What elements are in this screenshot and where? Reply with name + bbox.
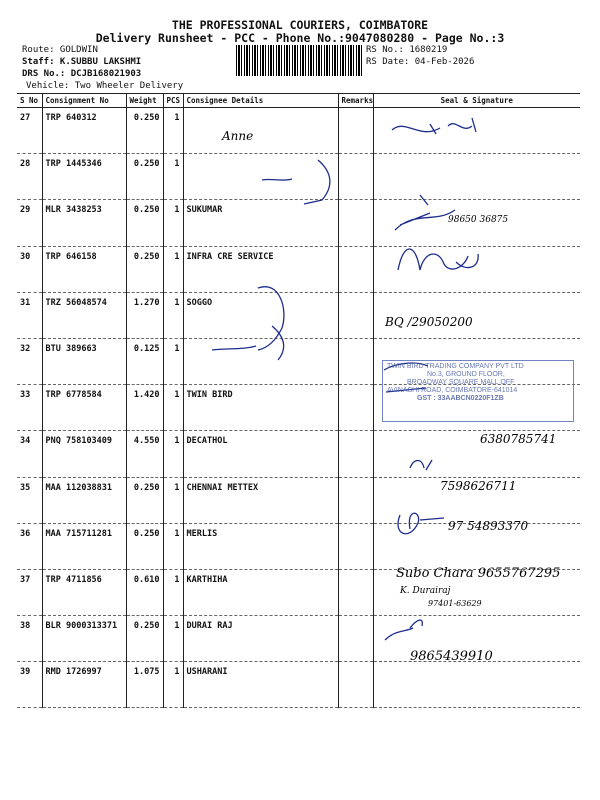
cell-pcs: 1 [163, 154, 183, 200]
cell-remarks [338, 477, 373, 523]
cell-remarks [338, 292, 373, 338]
cell-consignee: DECATHOL [183, 431, 338, 477]
barcode-image [236, 45, 362, 76]
col-sno: S No [17, 94, 42, 108]
cell-remarks [338, 108, 373, 154]
document-title: THE PROFESSIONAL COURIERS, COIMBATORE [171, 18, 429, 32]
handwritten-r27-consignee: Anne [222, 129, 254, 143]
cell-weight: 0.250 [126, 200, 163, 246]
cell-weight: 1.420 [126, 385, 163, 431]
stamp-line3: BROADWAY SQUARE MALL OFF [407, 379, 515, 386]
cell-remarks [338, 200, 373, 246]
cell-consignment: TRZ 56048574 [42, 292, 126, 338]
cell-weight: 0.250 [126, 477, 163, 523]
cell-remarks [338, 616, 373, 662]
col-pcs: PCS [163, 94, 183, 108]
cell-remarks [338, 662, 373, 708]
cell-weight: 0.610 [126, 569, 163, 615]
table-row [17, 523, 580, 569]
cell-pcs: 1 [163, 338, 183, 384]
rs-date: RS Date: 04-Feb-2026 [366, 57, 475, 67]
cell-sno: 27 [17, 108, 42, 154]
document-subtitle: Delivery Runsheet - PCC - Phone No.:9047080280 - Page No.:3 [95, 31, 505, 45]
cell-seal [373, 246, 580, 292]
cell-pcs: 1 [163, 569, 183, 615]
cell-sno: 30 [17, 246, 42, 292]
cell-sno: 29 [17, 200, 42, 246]
cell-consignee: KARTHIHA [183, 569, 338, 615]
handwritten-r30: 98650 36875 [448, 215, 509, 225]
rs-number: RS No.: 1680219 [366, 45, 448, 55]
vehicle-label: Vehicle: Two Wheeler Delivery [26, 81, 184, 91]
cell-consignee: USHARANI [183, 662, 338, 708]
cell-remarks [338, 523, 373, 569]
company-stamp [382, 360, 574, 422]
cell-weight: 1.075 [126, 662, 163, 708]
handwritten-r38-name: K. Durairaj [400, 586, 451, 596]
cell-pcs: 1 [163, 200, 183, 246]
cell-consignment: TRP 4711856 [42, 569, 126, 615]
col-seal: Seal & Signature [373, 94, 580, 108]
table-row [17, 292, 580, 338]
cell-pcs: 1 [163, 431, 183, 477]
cell-consignment: RMD 1726997 [42, 662, 126, 708]
handwritten-r38-phone: 97401-63629 [428, 599, 482, 608]
cell-seal [373, 154, 580, 200]
cell-sno: 37 [17, 569, 42, 615]
cell-seal [373, 431, 580, 477]
cell-pcs: 1 [163, 477, 183, 523]
cell-consignee [183, 154, 338, 200]
cell-weight: 0.250 [126, 616, 163, 662]
route-label: Route: GOLDWIN [22, 45, 98, 55]
cell-consignment: TRP 640312 [42, 108, 126, 154]
table-row [17, 108, 580, 154]
cell-consignment: TRP 1445346 [42, 154, 126, 200]
cell-weight: 0.250 [126, 108, 163, 154]
cell-consignment: MAA 112038831 [42, 477, 126, 523]
cell-remarks [338, 246, 373, 292]
cell-sno: 35 [17, 477, 42, 523]
cell-seal [373, 292, 580, 338]
col-consignee: Consignee Details [183, 94, 338, 108]
cell-consignment: TRP 6778584 [42, 385, 126, 431]
stamp-gst: GST : 33AABCN0220F1ZB [417, 395, 504, 402]
handwritten-r34: 6380785741 [480, 432, 557, 446]
cell-remarks [338, 385, 373, 431]
handwritten-r32: BQ /29050200 [385, 315, 473, 329]
cell-seal [373, 662, 580, 708]
cell-consignee: SUKUMAR [183, 200, 338, 246]
cell-sno: 39 [17, 662, 42, 708]
cell-consignee: DURAI RAJ [183, 616, 338, 662]
cell-seal [373, 616, 580, 662]
cell-sno: 33 [17, 385, 42, 431]
cell-consignment: BTU 389663 [42, 338, 126, 384]
stamp-line4: AVINASHI ROAD, COIMBATORE-641014 [387, 387, 518, 394]
cell-consignment: MAA 715711281 [42, 523, 126, 569]
stamp-line2: No.3, GROUND FLOOR, [427, 371, 505, 378]
cell-consignment: PNQ 758103409 [42, 431, 126, 477]
table-row [17, 246, 580, 292]
cell-seal [373, 200, 580, 246]
cell-sno: 32 [17, 338, 42, 384]
staff-label: Staff: K.SUBBU LAKSHMI [22, 57, 142, 67]
cell-weight: 0.250 [126, 246, 163, 292]
cell-seal [373, 523, 580, 569]
cell-weight: 1.270 [126, 292, 163, 338]
handwritten-r39: 9865439910 [410, 649, 493, 664]
col-consignment: Consignment No [42, 94, 126, 108]
cell-consignment: TRP 646158 [42, 246, 126, 292]
cell-weight: 0.250 [126, 523, 163, 569]
cell-remarks [338, 338, 373, 384]
cell-consignee [183, 338, 338, 384]
cell-pcs: 1 [163, 246, 183, 292]
cell-consignee: CHENNAI METTEX [183, 477, 338, 523]
cell-consignment: MLR 3438253 [42, 200, 126, 246]
cell-consignee: SOGGO [183, 292, 338, 338]
cell-weight: 0.250 [126, 154, 163, 200]
table-row [17, 200, 580, 246]
drs-number: DRS No.: DCJB168021903 [22, 69, 142, 79]
cell-consignment: BLR 9000313371 [42, 616, 126, 662]
cell-pcs: 1 [163, 292, 183, 338]
cell-consignee: MERLIS [183, 523, 338, 569]
cell-sno: 28 [17, 154, 42, 200]
cell-sno: 38 [17, 616, 42, 662]
cell-remarks [338, 431, 373, 477]
cell-weight: 4.550 [126, 431, 163, 477]
cell-consignee: INFRA CRE SERVICE [183, 246, 338, 292]
cell-pcs: 1 [163, 523, 183, 569]
cell-consignee: TWIN BIRD [183, 385, 338, 431]
cell-consignee [183, 108, 338, 154]
table-row [17, 662, 580, 708]
table-row [17, 431, 580, 477]
cell-pcs: 1 [163, 385, 183, 431]
stamp-line1: TWIN BIRD TRADING COMPANY PVT LTD [387, 363, 524, 370]
cell-seal [373, 108, 580, 154]
table-row [17, 569, 580, 615]
col-remarks: Remarks [338, 94, 373, 108]
handwritten-r37: Subo Chara 9655767295 [396, 566, 561, 581]
cell-sno: 31 [17, 292, 42, 338]
handwritten-r36: 97 54893370 [448, 519, 529, 533]
table-row [17, 477, 580, 523]
col-weight: Weight [126, 94, 163, 108]
cell-sno: 36 [17, 523, 42, 569]
cell-remarks [338, 154, 373, 200]
table-header-row [17, 94, 580, 108]
cell-remarks [338, 569, 373, 615]
table-row [17, 616, 580, 662]
cell-sno: 34 [17, 431, 42, 477]
cell-seal [373, 569, 580, 615]
handwritten-r35: 7598626711 [440, 479, 517, 493]
cell-pcs: 1 [163, 662, 183, 708]
cell-seal [373, 477, 580, 523]
cell-weight: 0.125 [126, 338, 163, 384]
table-row [17, 154, 580, 200]
cell-pcs: 1 [163, 616, 183, 662]
cell-pcs: 1 [163, 108, 183, 154]
